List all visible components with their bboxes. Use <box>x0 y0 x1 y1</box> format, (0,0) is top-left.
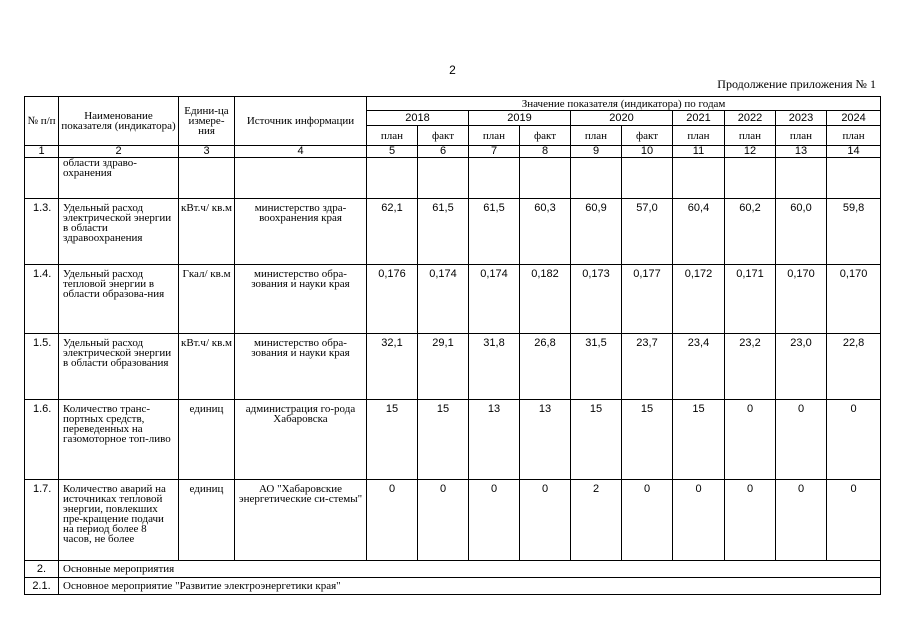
source: администрация го-рода Хабаровска <box>235 400 367 480</box>
header-year: 2024 <box>827 111 881 126</box>
value-cell: 60,9 <box>571 199 622 265</box>
source: АО "Хабаровские энергетические си-стемы" <box>235 480 367 561</box>
value-cell: 0 <box>725 400 776 480</box>
value-cell: 0 <box>367 480 418 561</box>
header-year: 2022 <box>725 111 776 126</box>
value-cell: 15 <box>367 400 418 480</box>
appendix-note: Продолжение приложения № 1 <box>717 77 876 91</box>
source: министерство здра-воохранения края <box>235 199 367 265</box>
value-cell: 0 <box>469 480 520 561</box>
header-year: 2020 <box>571 111 673 126</box>
column-numbers-row <box>25 146 881 158</box>
unit: Гкал/ кв.м <box>179 265 235 334</box>
header-name: Наименование показателя (индикатора) <box>59 97 179 146</box>
header-plan: план <box>469 126 520 146</box>
continuation-row <box>25 158 881 199</box>
table-header <box>25 97 881 146</box>
value-cell: 0,170 <box>827 265 881 334</box>
value-cell: 0 <box>622 480 673 561</box>
value-cell: 26,8 <box>520 334 571 400</box>
value-cell: 0,174 <box>418 265 469 334</box>
header-value-group: Значение показателя (индикатора) по годам <box>367 97 881 111</box>
column-number: 3 <box>179 146 235 158</box>
section-index: 2. <box>25 561 59 578</box>
column-number: 8 <box>520 146 571 158</box>
header-unit: Едини-ца измере-ния <box>179 97 235 146</box>
indicator-name: Удельный расход электрической энергии в области образования <box>59 334 179 400</box>
value-cell: 15 <box>571 400 622 480</box>
value-cell: 0 <box>520 480 571 561</box>
header-source: Источник информации <box>235 97 367 146</box>
column-number: 5 <box>367 146 418 158</box>
indicator-row <box>25 400 881 480</box>
unit: единиц <box>179 480 235 561</box>
continuation-text: области здраво-охранения <box>59 158 179 199</box>
column-number: 11 <box>673 146 725 158</box>
row-index: 1.5. <box>25 334 59 400</box>
value-cell: 0,171 <box>725 265 776 334</box>
value-cell: 0,176 <box>367 265 418 334</box>
value-cell: 0,170 <box>776 265 827 334</box>
row-index: 1.3. <box>25 199 59 265</box>
indicator-row <box>25 199 881 265</box>
value-cell: 60,4 <box>673 199 725 265</box>
unit: кВт.ч/ кв.м <box>179 334 235 400</box>
value-cell: 13 <box>469 400 520 480</box>
value-cell: 59,8 <box>827 199 881 265</box>
value-cell: 31,8 <box>469 334 520 400</box>
indicator-name: Количество транс-портных средств, переведенных на газомоторное топ-ливо <box>59 400 179 480</box>
row-index: 1.6. <box>25 400 59 480</box>
source: министерство обра-зования и науки края <box>235 334 367 400</box>
column-number: 14 <box>827 146 881 158</box>
value-cell: 0,182 <box>520 265 571 334</box>
value-cell: 0 <box>673 480 725 561</box>
value-cell: 61,5 <box>418 199 469 265</box>
row-index: 1.4. <box>25 265 59 334</box>
section-title: Основное мероприятие "Развитие электроэнергетики края" <box>59 578 881 595</box>
value-cell: 0 <box>827 480 881 561</box>
header-plan: план <box>367 126 418 146</box>
row-index: 1.7. <box>25 480 59 561</box>
column-number: 10 <box>622 146 673 158</box>
indicator-name: Количество аварий на источниках тепловой энергии, повлекших пре-кращение подачи на период более 8 часов, не более <box>59 480 179 561</box>
value-cell: 60,0 <box>776 199 827 265</box>
header-fact: факт <box>520 126 571 146</box>
page-number: 2 <box>449 63 456 77</box>
header-year: 2018 <box>367 111 469 126</box>
value-cell: 13 <box>520 400 571 480</box>
header-fact: факт <box>622 126 673 146</box>
unit: кВт.ч/ кв.м <box>179 199 235 265</box>
header-plan: план <box>776 126 827 146</box>
value-cell: 60,2 <box>725 199 776 265</box>
column-number: 7 <box>469 146 520 158</box>
value-cell: 23,2 <box>725 334 776 400</box>
section-index: 2.1. <box>25 578 59 595</box>
value-cell: 0 <box>725 480 776 561</box>
source: министерство обра-зования и науки края <box>235 265 367 334</box>
value-cell: 0,172 <box>673 265 725 334</box>
header-fact: факт <box>418 126 469 146</box>
column-number: 6 <box>418 146 469 158</box>
header-plan: план <box>827 126 881 146</box>
column-number: 9 <box>571 146 622 158</box>
column-number: 1 <box>25 146 59 158</box>
indicator-name: Удельный расход электрической энергии в области здравоохранения <box>59 199 179 265</box>
value-cell: 0 <box>827 400 881 480</box>
indicator-name: Удельный расход тепловой энергии в области образова-ния <box>59 265 179 334</box>
value-cell: 15 <box>622 400 673 480</box>
value-cell: 23,0 <box>776 334 827 400</box>
value-cell: 0 <box>418 480 469 561</box>
value-cell: 61,5 <box>469 199 520 265</box>
section-row <box>25 561 881 578</box>
value-cell: 60,3 <box>520 199 571 265</box>
section-row <box>25 578 881 595</box>
unit: единиц <box>179 400 235 480</box>
value-cell: 57,0 <box>622 199 673 265</box>
column-number: 12 <box>725 146 776 158</box>
value-cell: 31,5 <box>571 334 622 400</box>
header-year: 2019 <box>469 111 571 126</box>
value-cell: 15 <box>418 400 469 480</box>
value-cell: 0 <box>776 400 827 480</box>
value-cell: 0,173 <box>571 265 622 334</box>
value-cell: 22,8 <box>827 334 881 400</box>
header-plan: план <box>673 126 725 146</box>
indicator-row <box>25 334 881 400</box>
value-cell: 62,1 <box>367 199 418 265</box>
value-cell: 23,7 <box>622 334 673 400</box>
value-cell: 0,177 <box>622 265 673 334</box>
value-cell: 0 <box>776 480 827 561</box>
section-title: Основные мероприятия <box>59 561 881 578</box>
value-cell: 0,174 <box>469 265 520 334</box>
indicator-row <box>25 480 881 561</box>
header-num: № п/п <box>25 97 59 146</box>
column-number: 13 <box>776 146 827 158</box>
value-cell: 32,1 <box>367 334 418 400</box>
value-cell: 2 <box>571 480 622 561</box>
header-year: 2021 <box>673 111 725 126</box>
value-cell: 23,4 <box>673 334 725 400</box>
indicator-row <box>25 265 881 334</box>
header-year: 2023 <box>776 111 827 126</box>
column-number: 2 <box>59 146 179 158</box>
value-cell: 15 <box>673 400 725 480</box>
header-plan: план <box>725 126 776 146</box>
indicators-table <box>24 96 881 595</box>
header-plan: план <box>571 126 622 146</box>
column-number: 4 <box>235 146 367 158</box>
value-cell: 29,1 <box>418 334 469 400</box>
